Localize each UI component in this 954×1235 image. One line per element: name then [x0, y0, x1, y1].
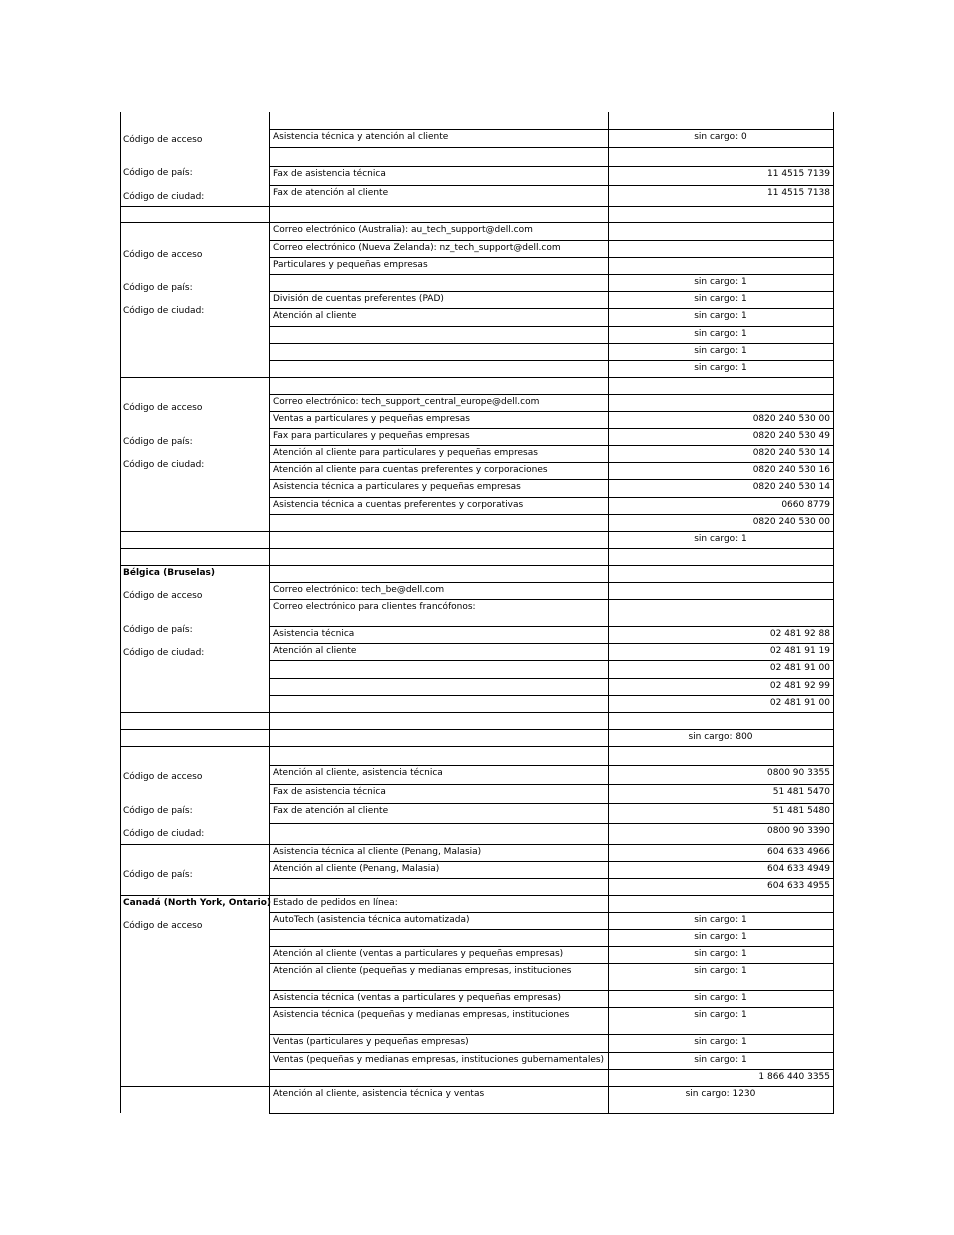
phone-number: 0820 240 530 14 — [752, 448, 830, 458]
phone-number: 0820 240 530 14 — [752, 482, 830, 492]
phone-number: sin cargo: 1 — [694, 311, 747, 321]
code-label: Código de ciudad: — [123, 460, 205, 470]
code-label: Código de ciudad: — [123, 192, 205, 202]
service-label: Correo electrónico (Nueva Zelanda): nz_tech_support@dell.com — [273, 243, 561, 253]
country-block-border — [120, 844, 269, 845]
phone-number: 604 633 4966 — [767, 847, 830, 857]
service-label: Asistencia técnica — [273, 629, 355, 639]
phone-number: sin cargo: 800 — [688, 732, 753, 742]
row-border — [269, 599, 834, 600]
row-border — [269, 746, 834, 747]
service-label: Fax de atención al cliente — [273, 806, 389, 816]
phone-number: 0800 90 3355 — [767, 768, 830, 778]
row-border — [269, 844, 834, 845]
row-border — [269, 497, 834, 498]
row-border — [269, 643, 834, 644]
row-border — [269, 274, 834, 275]
phone-number: 0820 240 530 00 — [752, 517, 830, 527]
row-border — [269, 765, 834, 766]
phone-number: sin cargo: 1 — [694, 277, 747, 287]
phone-number: sin cargo: 1 — [694, 329, 747, 339]
row-border — [269, 411, 834, 412]
country-block-border — [120, 565, 269, 566]
code-label: Código de ciudad: — [123, 829, 205, 839]
service-label: Atención al cliente — [273, 311, 357, 321]
row-border — [269, 912, 834, 913]
country-block-border — [120, 1086, 269, 1087]
row-border — [269, 803, 834, 804]
phone-number: 11 4515 7139 — [767, 169, 830, 179]
service-label: División de cuentas preferentes (PAD) — [273, 294, 444, 304]
phone-number: 02 481 92 88 — [769, 629, 830, 639]
row-border — [269, 1069, 834, 1070]
row-border — [269, 861, 834, 862]
row-border — [269, 878, 834, 879]
service-label: Asistencia técnica y atención al cliente — [273, 132, 449, 142]
country-block-border — [120, 531, 269, 532]
code-label: Código de acceso — [123, 250, 203, 260]
code-label: Código de acceso — [123, 772, 203, 782]
phone-number: 1 866 440 3355 — [758, 1072, 830, 1082]
row-border — [269, 222, 834, 223]
service-label: Ventas a particulares y pequeñas empresas — [273, 414, 470, 424]
country-block-border — [120, 712, 269, 713]
row-border — [269, 147, 834, 148]
service-label: Fax para particulares y pequeñas empresas — [273, 431, 470, 441]
phone-number: sin cargo: 1230 — [685, 1089, 756, 1099]
service-label: Correo electrónico: tech_be@dell.com — [273, 585, 445, 595]
row-border — [269, 565, 834, 566]
phone-number: sin cargo: 0 — [694, 132, 747, 142]
phone-number: 02 481 92 99 — [769, 681, 830, 691]
row-border — [269, 206, 834, 207]
service-label: Fax de asistencia técnica — [273, 169, 386, 179]
row-border — [269, 582, 834, 583]
code-label: Código de país: — [123, 806, 193, 816]
row-border — [269, 514, 834, 515]
service-label: Ventas (pequeñas y medianas empresas, instituciones gubernamentales) — [273, 1055, 605, 1065]
code-label: Código de país: — [123, 168, 193, 178]
phone-number: sin cargo: 1 — [694, 932, 747, 942]
row-border — [269, 963, 834, 964]
country-block-border — [120, 206, 269, 207]
country-block-border — [120, 746, 269, 747]
phone-number: sin cargo: 1 — [694, 915, 747, 925]
country-block-border — [120, 729, 269, 730]
service-label: AutoTech (asistencia técnica automatizada) — [273, 915, 470, 925]
code-label: Código de país: — [123, 437, 193, 447]
service-label: Atención al cliente (Penang, Malasia) — [273, 864, 440, 874]
row-border — [269, 1113, 834, 1114]
phone-number: 0820 240 530 49 — [752, 431, 830, 441]
row-border — [269, 1086, 834, 1087]
row-border — [269, 929, 834, 930]
row-border — [269, 326, 834, 327]
row-border — [269, 185, 834, 186]
phone-number: 51 481 5480 — [772, 806, 830, 816]
phone-number: 02 481 91 00 — [769, 663, 830, 673]
phone-number: 0660 8779 — [781, 500, 830, 510]
row-border — [269, 291, 834, 292]
service-label: Correo electrónico para clientes francófonos: — [273, 602, 476, 612]
row-border — [269, 1034, 834, 1035]
code-label: Código de acceso — [123, 135, 203, 145]
phone-number: 02 481 91 19 — [769, 646, 830, 656]
row-border — [269, 946, 834, 947]
phone-number: 604 633 4955 — [767, 881, 830, 891]
row-border — [269, 712, 834, 713]
phone-number: sin cargo: 1 — [694, 1010, 747, 1020]
code-label: Código de país: — [123, 625, 193, 635]
column-border-left — [120, 112, 121, 1113]
row-border — [269, 129, 834, 130]
row-border — [269, 257, 834, 258]
service-label: Correo electrónico: tech_support_central_europe@dell.com — [273, 397, 540, 407]
row-border — [269, 308, 834, 309]
service-label: Asistencia técnica a particulares y pequeñas empresas — [273, 482, 521, 492]
phone-number: 51 481 5470 — [772, 787, 830, 797]
row-border — [269, 479, 834, 480]
service-label: Asistencia técnica a cuentas preferentes y corporativas — [273, 500, 524, 510]
code-label: Código de acceso — [123, 403, 203, 413]
service-label: Atención al cliente — [273, 646, 357, 656]
phone-number: sin cargo: 1 — [694, 294, 747, 304]
row-border — [269, 784, 834, 785]
code-label: Código de país: — [123, 283, 193, 293]
phone-number: sin cargo: 1 — [694, 363, 747, 373]
row-border — [269, 377, 834, 378]
service-label: Fax de atención al cliente — [273, 188, 389, 198]
phone-number: 11 4515 7138 — [767, 188, 830, 198]
service-label: Atención al cliente para cuentas preferentes y corporaciones — [273, 465, 548, 475]
code-label: Código de acceso — [123, 921, 203, 931]
service-label: Correo electrónico (Australia): au_tech_support@dell.com — [273, 225, 533, 235]
country-block-border — [120, 895, 269, 896]
row-border — [269, 895, 834, 896]
row-border — [269, 695, 834, 696]
phone-number: sin cargo: 1 — [694, 993, 747, 1003]
phone-number: sin cargo: 1 — [694, 346, 747, 356]
service-label: Ventas (particulares y pequeñas empresas) — [273, 1037, 469, 1047]
row-border — [269, 729, 834, 730]
row-border — [269, 240, 834, 241]
service-label: Atención al cliente para particulares y pequeñas empresas — [273, 448, 538, 458]
country-name: Canadá (North York, Ontario) — [123, 898, 272, 908]
service-label: Particulares y pequeñas empresas — [273, 260, 428, 270]
country-name: Bélgica (Bruselas) — [123, 568, 216, 578]
phone-number: sin cargo: 1 — [694, 966, 747, 976]
phone-number: sin cargo: 1 — [694, 534, 747, 544]
service-label: Asistencia técnica (pequeñas y medianas empresas, instituciones — [273, 1010, 570, 1020]
row-border — [269, 166, 834, 167]
row-border — [269, 548, 834, 549]
row-border — [269, 394, 834, 395]
row-border — [269, 660, 834, 661]
service-label: Asistencia técnica (ventas a particulares y pequeñas empresas) — [273, 993, 562, 1003]
service-label: Estado de pedidos en línea: — [273, 898, 398, 908]
service-label: Atención al cliente (pequeñas y medianas empresas, instituciones — [273, 966, 572, 976]
row-border — [269, 1007, 834, 1008]
phone-number: 02 481 91 00 — [769, 698, 830, 708]
row-border — [269, 343, 834, 344]
phone-number: 0820 240 530 16 — [752, 465, 830, 475]
row-border — [269, 428, 834, 429]
row-border — [269, 823, 834, 824]
row-border — [269, 1052, 834, 1053]
phone-number: 604 633 4949 — [767, 864, 830, 874]
row-border — [269, 531, 834, 532]
service-label: Atención al cliente (ventas a particulares y pequeñas empresas) — [273, 949, 564, 959]
service-label: Asistencia técnica al cliente (Penang, Malasia) — [273, 847, 482, 857]
code-label: Código de acceso — [123, 591, 203, 601]
service-label: Atención al cliente, asistencia técnica — [273, 768, 443, 778]
row-border — [269, 678, 834, 679]
code-label: Código de ciudad: — [123, 306, 205, 316]
row-border — [269, 990, 834, 991]
country-block-border — [120, 548, 269, 549]
country-block-border — [120, 377, 269, 378]
country-block-border — [120, 222, 269, 223]
service-label: Atención al cliente, asistencia técnica y ventas — [273, 1089, 485, 1099]
phone-number: sin cargo: 1 — [694, 1055, 747, 1065]
row-border — [269, 445, 834, 446]
service-label: Fax de asistencia técnica — [273, 787, 386, 797]
code-label: Código de ciudad: — [123, 648, 205, 658]
code-label: Código de país: — [123, 870, 193, 880]
phone-number: sin cargo: 1 — [694, 949, 747, 959]
phone-number: 0800 90 3390 — [767, 826, 830, 836]
phone-number: sin cargo: 1 — [694, 1037, 747, 1047]
row-border — [269, 462, 834, 463]
row-border — [269, 360, 834, 361]
row-border — [269, 626, 834, 627]
phone-number: 0820 240 530 00 — [752, 414, 830, 424]
